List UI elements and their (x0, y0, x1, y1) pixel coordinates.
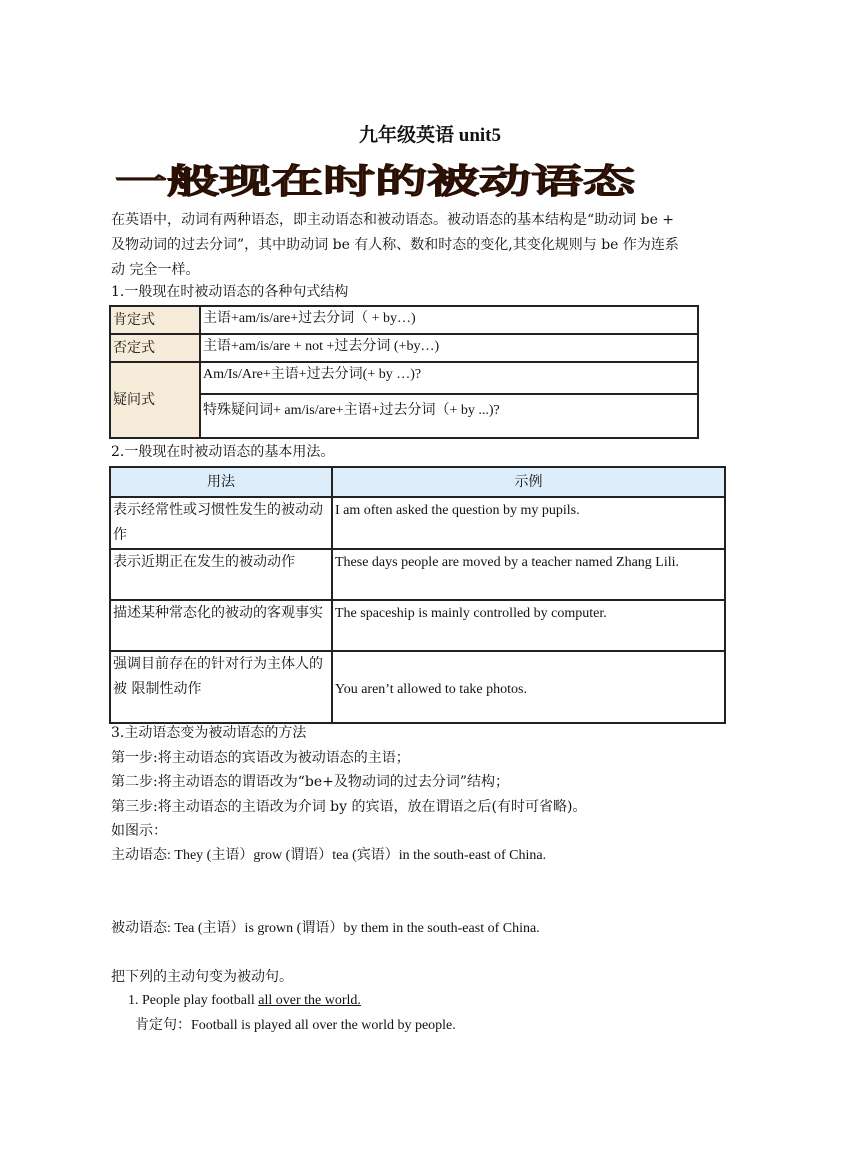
table-row (110, 497, 725, 549)
row-label: 疑问式 (110, 362, 200, 438)
example-cell: These days people are moved by a teacher named Zhang Lili. (332, 549, 725, 600)
table-header-row (110, 467, 725, 497)
exercise-item-text: 1. People play football (128, 993, 259, 1008)
structure-table (109, 305, 699, 439)
exercise-item-1 (128, 990, 361, 1012)
intro-line: 及物动词的过去分词”，其中助动词 be 有人称、数和时态的变化,其变化规则与 be 作为连系 (111, 237, 679, 253)
section2-heading: 2.一般现在时被动语态的基本用法。 (111, 444, 335, 460)
example-cell: I am often asked the question by my pupils. (332, 497, 725, 549)
row-text: 主语+am/is/are + not +过去分词 (+by…) (200, 334, 698, 362)
usage-cell: 强调目前存在的针对行为主体人的被 限制性动作 (110, 651, 332, 723)
banner-heading (110, 160, 640, 202)
step-2: 第二步:将主动语态的谓语改为“be+及物动词的过去分词”结构； (111, 774, 510, 790)
passive-voice-example: 被动语态: Tea (主语）is grown (谓语）by them in the south-east of China. (111, 921, 540, 936)
exercise-answer-1: 肯定句：Football is played all over the world by people. (135, 1018, 456, 1033)
row-label: 否定式 (110, 334, 200, 362)
intro-line: 在英语中，动词有两种语态，即主动语态和被动语态。被动语态的基本结构是“助动词 be + (111, 212, 675, 228)
intro-line: 动 完全一样。 (111, 262, 200, 278)
table-row (110, 651, 725, 723)
usage-table (109, 466, 726, 724)
example-cell: The spaceship is mainly controlled by computer. (332, 600, 725, 651)
page-title: 九年级英语 unit5 (359, 125, 501, 146)
column-header: 示例 (332, 467, 725, 497)
table-row (110, 600, 725, 651)
section1-heading: 1.一般现在时被动语态的各种句式结构 (111, 284, 349, 300)
example-cell: You aren’t allowed to take photos. (332, 651, 725, 723)
step-3: 第三步:将主动语态的主语改为介词 by 的宾语，放在谓语之后(有时可省略)。 (111, 799, 587, 815)
usage-cell: 表示近期正在发生的被动动作 (110, 549, 332, 600)
usage-cell: 描述某种常态化的被动的客观事实 (110, 600, 332, 651)
table-row (110, 306, 698, 334)
table-row (110, 549, 725, 600)
usage-cell: 表示经常性或习惯性发生的被动动作 (110, 497, 332, 549)
table-row (110, 362, 698, 394)
underlined-phrase: all over the world. (258, 993, 361, 1008)
row-text: Am/Is/Are+主语+过去分词(+ by …)? (200, 362, 698, 394)
section3-heading: 3.主动语态变为被动语态的方法 (111, 725, 307, 741)
row-text: 主语+am/is/are+过去分词（ + by…) (200, 306, 698, 334)
table-row (110, 334, 698, 362)
exercise-instruction: 把下列的主动句变为被动句。 (111, 969, 293, 985)
row-label: 肯定式 (110, 306, 200, 334)
column-header: 用法 (110, 467, 332, 497)
step-1: 第一步:将主动语态的宾语改为被动语态的主语； (111, 750, 410, 766)
intro-paragraph (111, 208, 751, 283)
banner-text: 一般现在时的被动语态 (115, 162, 637, 202)
row-text: 特殊疑问词+ am/is/are+主语+过去分词（+ by ...)? (200, 394, 698, 438)
as-shown-label: 如图示： (111, 823, 167, 839)
active-voice-example: 主动语态: They (主语）grow (谓语）tea (宾语）in the south-east of China. (111, 848, 547, 863)
